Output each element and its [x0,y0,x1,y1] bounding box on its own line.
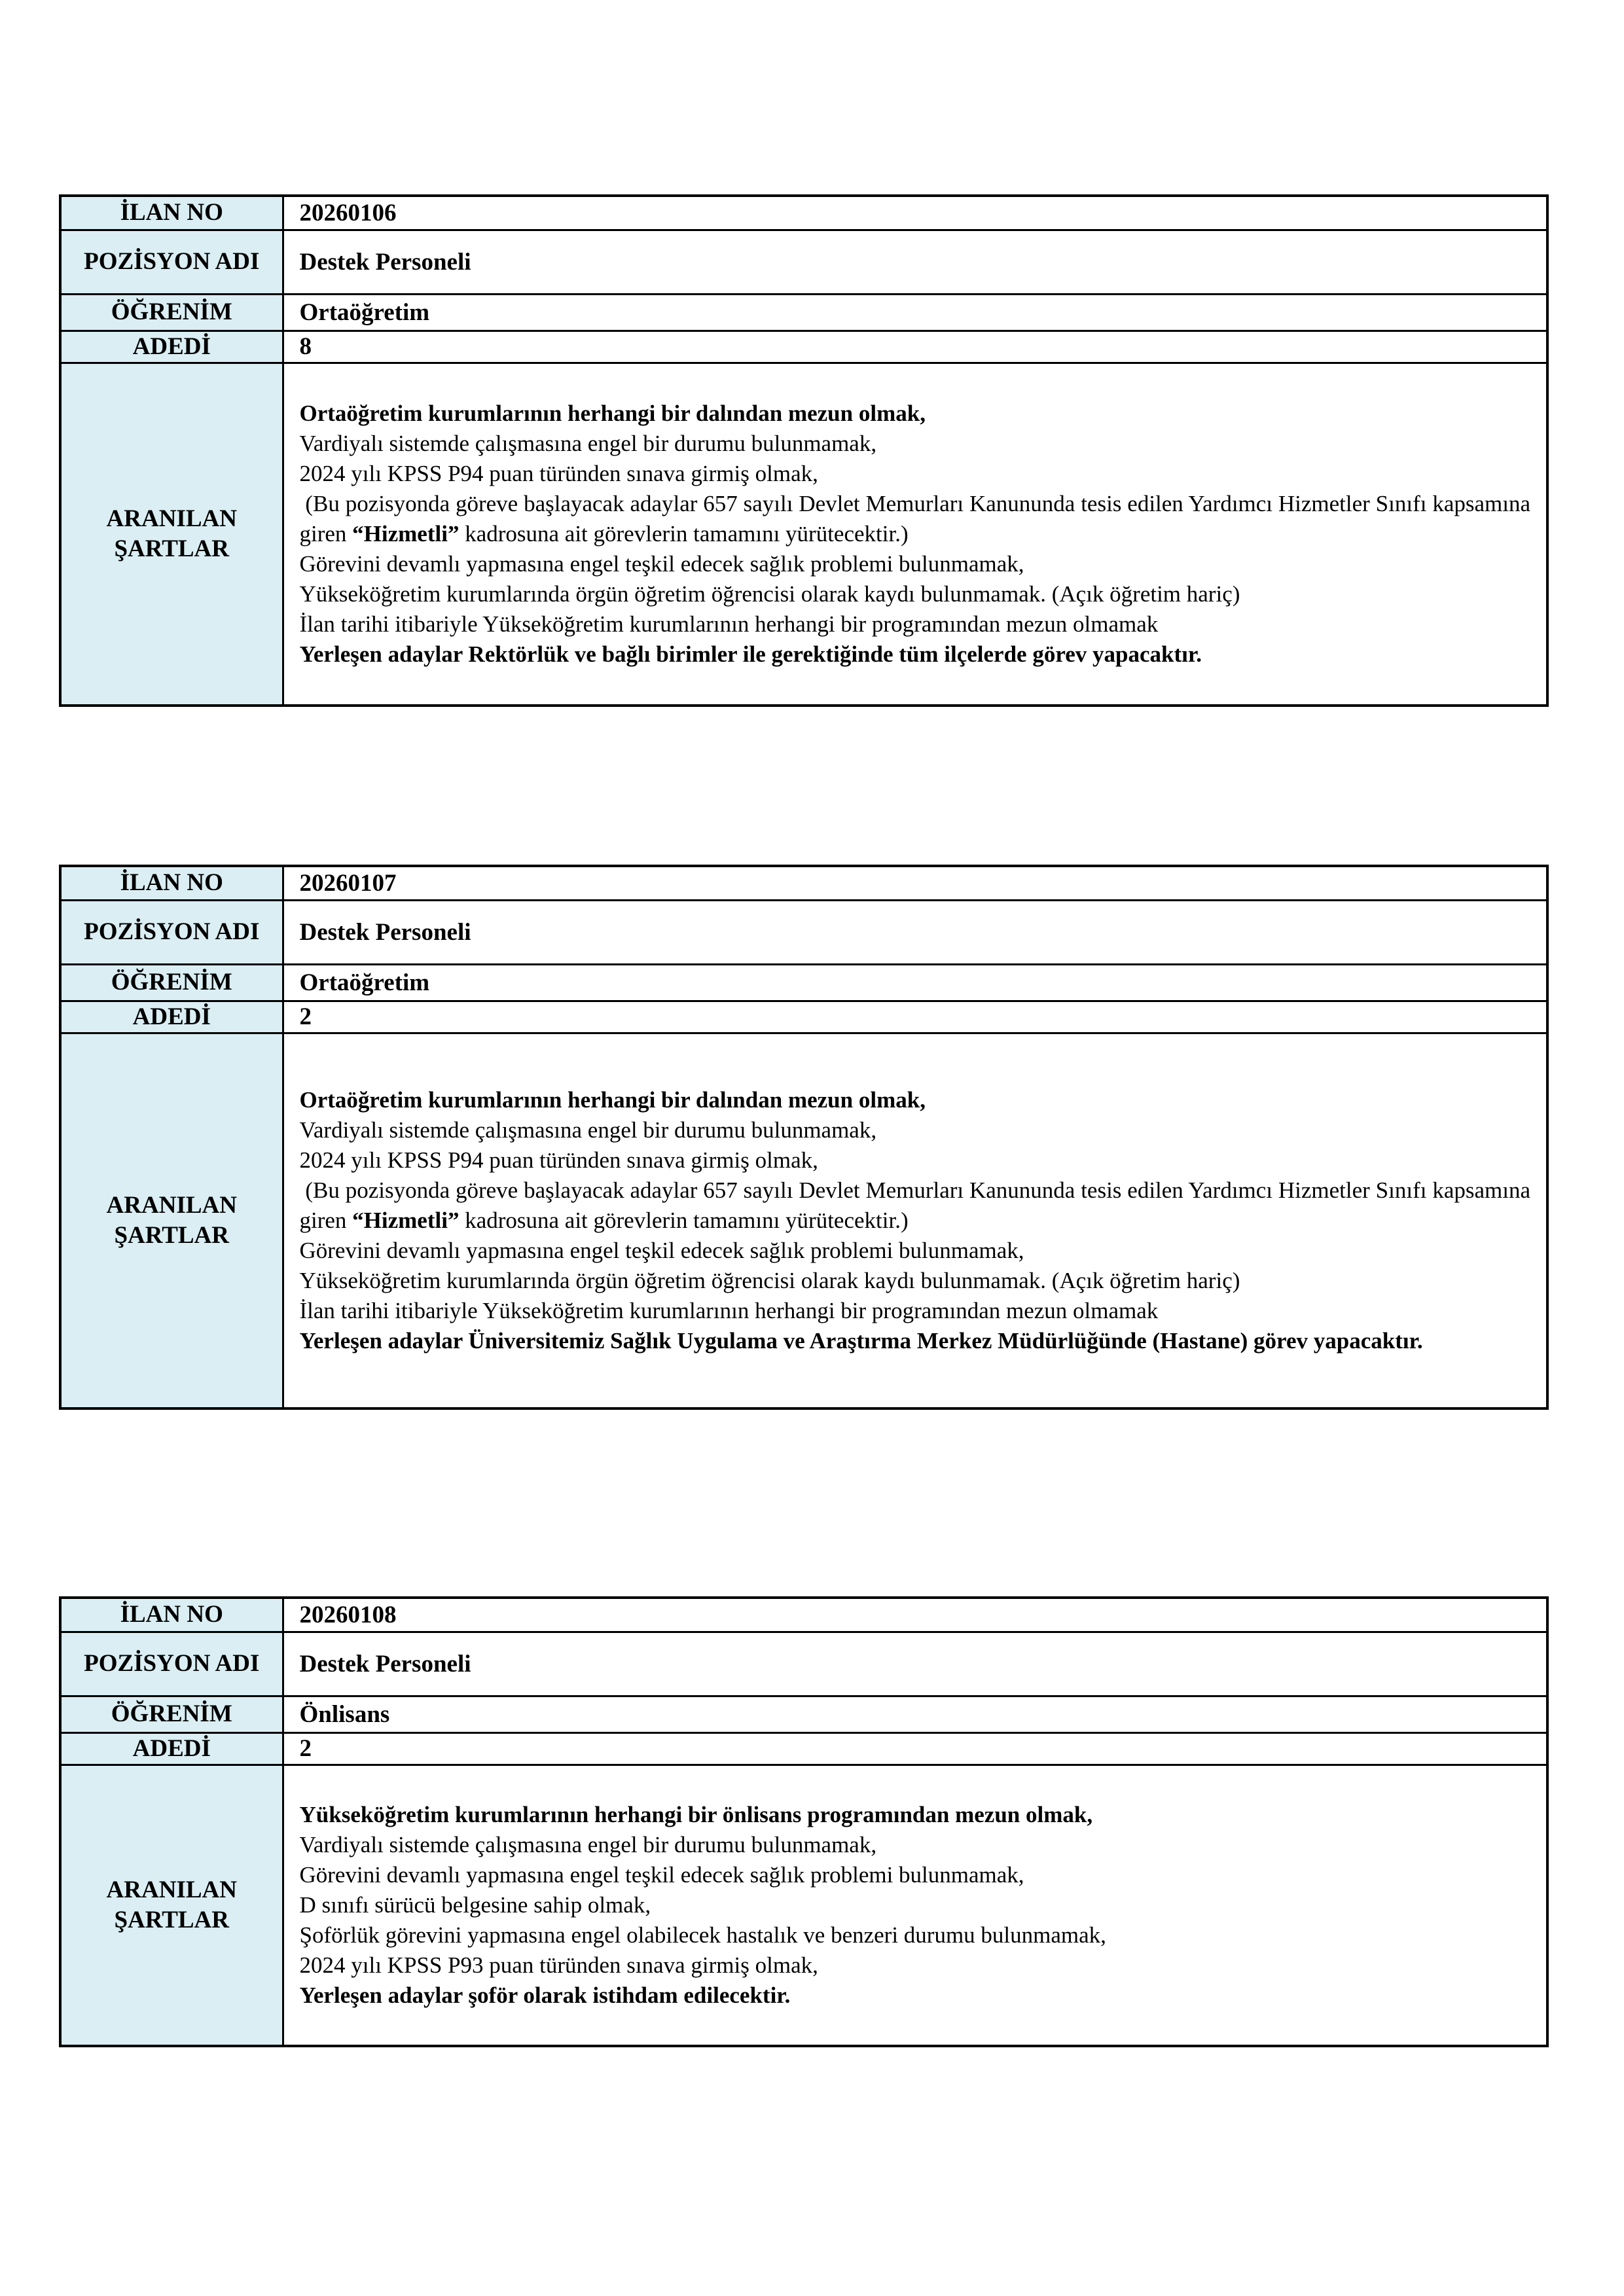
requirement-line: D sınıfı sürücü belgesine sahip olmak, [299,1892,651,1918]
pozisyon-adi-label: POZİSYON ADI [60,900,283,964]
table-row [60,866,1547,900]
ilan-no-value: 20260107 [283,866,1547,900]
ogrenim-value: Ortaöğretim [283,294,1547,331]
requirement-line: Yükseköğretim kurumlarında örgün öğretim öğrencisi olarak kaydı bulunmamak. (Açık öğretim hariç) [299,1267,1240,1293]
adedi-value: 8 [283,331,1547,363]
ogrenim-label: ÖĞRENİM [60,964,283,1001]
ilan-no-value: 20260108 [283,1598,1547,1632]
table-row [60,331,1547,363]
pozisyon-adi-label: POZİSYON ADI [60,1632,283,1696]
table-row [60,900,1547,964]
requirement-line: İlan tarihi itibariyle Yükseköğretim kurumlarının herhangi bir programından mezun olmamak [299,1297,1159,1323]
pozisyon-adi-value: Destek Personeli [283,230,1547,294]
requirement-line: 2024 yılı KPSS P93 puan türünden sınava girmiş olmak, [299,1952,818,1978]
aranilan-sartlar-label: ARANILAN ŞARTLAR [60,1765,283,2046]
requirement-line: Yerleşen adaylar şoför olarak istihdam edilecektir. [299,1982,791,2008]
job-posting-table [59,865,1549,1410]
adedi-label: ADEDİ [60,331,283,363]
adedi-label: ADEDİ [60,1001,283,1033]
table-row [60,294,1547,331]
adedi-label: ADEDİ [60,1732,283,1765]
table-row [60,1765,1547,2046]
table-row [60,363,1547,706]
table-row [60,1632,1547,1696]
job-announcement-tables [0,194,1624,2047]
table-row [60,1001,1547,1033]
requirement-segment: (Bu pozisyonda göreve başlayacak adaylar 657 sayılı Devlet Memurları Kanununda tesis edilen Yardımcı Hizmetler Sınıfı kapsamına giren [299,1177,1530,1233]
requirement-line: Görevini devamlı yapmasına engel teşkil edecek sağlık problemi bulunmamak, [299,550,1024,577]
requirement-segment: (Bu pozisyonda göreve başlayacak adaylar 657 sayılı Devlet Memurları Kanununda tesis edilen Yardımcı Hizmetler Sınıfı kapsamına giren [299,490,1530,547]
ilan-no-label: İLAN NO [60,866,283,900]
requirement-line: Vardiyalı sistemde çalışmasına engel bir durumu bulunmamak, [299,1831,877,1857]
requirement-segment: “Hizmetli” [352,1207,460,1233]
ogrenim-label: ÖĞRENİM [60,294,283,331]
table-row [60,196,1547,230]
requirement-line: Ortaöğretim kurumlarının herhangi bir dalından mezun olmak, [299,400,926,426]
requirement-segment: kadrosuna ait görevlerin tamamını yürütecektir.) [459,520,909,547]
adedi-value: 2 [283,1732,1547,1765]
table-row [60,1598,1547,1632]
aranilan-sartlar-label: ARANILAN ŞARTLAR [60,363,283,706]
requirement-segment: “Hizmetli” [352,520,460,547]
requirements-list [300,399,1531,670]
ilan-no-label: İLAN NO [60,196,283,230]
ogrenim-label: ÖĞRENİM [60,1696,283,1732]
table-row [60,1696,1547,1732]
table-row [60,1033,1547,1408]
requirements-list [300,1085,1531,1356]
requirement-line: Yükseköğretim kurumlarının herhangi bir önlisans programından mezun olmak, [299,1801,1093,1827]
aranilan-sartlar-value [283,363,1547,706]
aranilan-sartlar-value [283,1765,1547,2046]
job-posting-table [59,194,1549,707]
pozisyon-adi-value: Destek Personeli [283,1632,1547,1696]
requirement-line [300,489,1531,549]
table-row [60,230,1547,294]
requirement-segment: kadrosuna ait görevlerin tamamını yürütecektir.) [459,1207,909,1233]
ilan-no-label: İLAN NO [60,1598,283,1632]
adedi-value: 2 [283,1001,1547,1033]
requirement-line: Şoförlük görevini yapmasına engel olabilecek hastalık ve benzeri durumu bulunmamak, [299,1922,1106,1948]
requirement-line: Görevini devamlı yapmasına engel teşkil edecek sağlık problemi bulunmamak, [299,1237,1024,1263]
requirement-line: 2024 yılı KPSS P94 puan türünden sınava girmiş olmak, [299,1147,818,1173]
requirement-line [300,1175,1531,1236]
requirement-line: Yerleşen adaylar Rektörlük ve bağlı birimler ile gerektiğinde tüm ilçelerde görev yapacaktır. [299,641,1202,667]
aranilan-sartlar-label: ARANILAN ŞARTLAR [60,1033,283,1408]
table-row [60,1732,1547,1765]
ilan-no-value: 20260106 [283,196,1547,230]
requirement-line: Görevini devamlı yapmasına engel teşkil edecek sağlık problemi bulunmamak, [299,1861,1024,1888]
requirement-line: Vardiyalı sistemde çalışmasına engel bir durumu bulunmamak, [299,430,877,456]
requirement-line: Vardiyalı sistemde çalışmasına engel bir durumu bulunmamak, [299,1117,877,1143]
ogrenim-value: Önlisans [283,1696,1547,1732]
requirement-line: Yerleşen adaylar Üniversitemiz Sağlık Uygulama ve Araştırma Merkez Müdürlüğünde (Hastane) görev yapacaktır. [299,1327,1423,1354]
requirements-list [300,1800,1531,2011]
requirement-line: İlan tarihi itibariyle Yükseköğretim kurumlarının herhangi bir programından mezun olmamak [299,611,1159,637]
table-row [60,964,1547,1001]
ogrenim-value: Ortaöğretim [283,964,1547,1001]
job-posting-table [59,1596,1549,2047]
requirement-line: Yükseköğretim kurumlarında örgün öğretim öğrencisi olarak kaydı bulunmamak. (Açık öğretim hariç) [299,581,1240,607]
aranilan-sartlar-value [283,1033,1547,1408]
pozisyon-adi-value: Destek Personeli [283,900,1547,964]
requirement-line: Ortaöğretim kurumlarının herhangi bir dalından mezun olmak, [299,1086,926,1113]
requirement-line: 2024 yılı KPSS P94 puan türünden sınava girmiş olmak, [299,460,818,486]
pozisyon-adi-label: POZİSYON ADI [60,230,283,294]
